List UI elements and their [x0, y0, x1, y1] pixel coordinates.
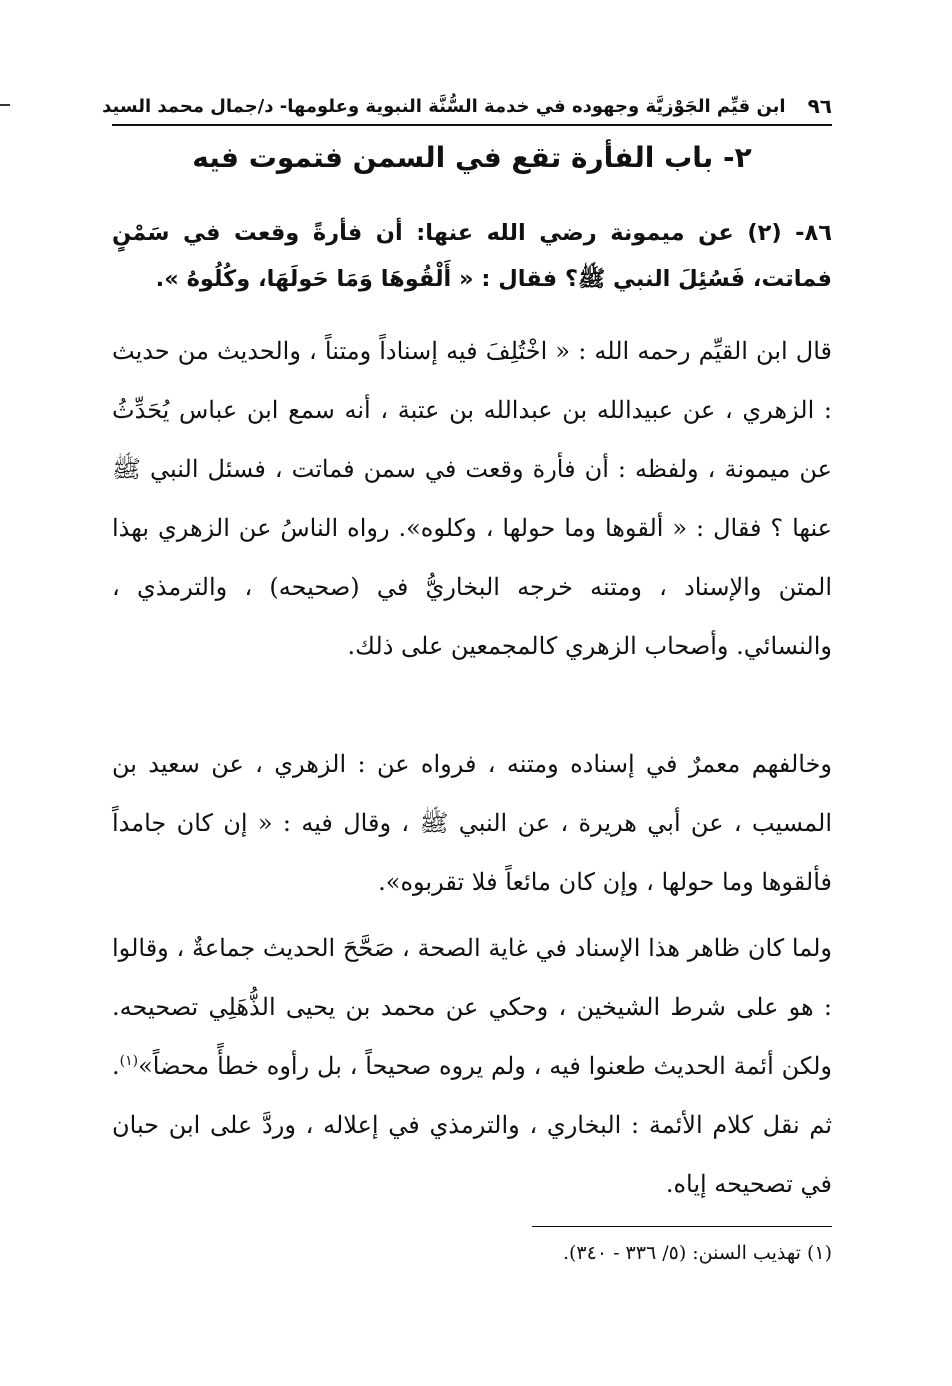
chapter-title: ٢- باب الفأرة تقع في السمن فتموت فيه [192, 141, 752, 174]
running-head [102, 88, 832, 126]
paragraph-ibn-qayyim-quote: قال ابن القيِّم رحمه الله : « اخْتُلِفَ فيه إسناداً ومتناً ، والحديث من حديث : الزهري ، عن عبيدالله بن عبدالله بن عتبة ، أنه سمع ابن عباس يُحَدِّثُ عن ميمونة ، ولفظه : أن فأرة وقعت في سمن فماتت ، فسئل النبي ﷺ عنها ؟ فقال : « ألقوها وما حولها ، وكلوه». رواه الناسُ عن الزهري بهذا المتن والإسناد ، ومتنه خرجه البخاريُّ في (صحيحه) ، والترمذي ، والنسائي. وأصحاب الزهري كالمجمعين على ذلك. [112, 337, 832, 660]
paragraph-authenticity-discussion [112, 919, 832, 1214]
paragraph-authenticity-tail: . ثم نقل كلام الأئمة : البخاري ، والترمذي في إعلاله ، وردَّ على ابن حبان في تصحيحه إياه. [112, 1052, 832, 1198]
paragraph-authenticity-main: ولما كان ظاهر هذا الإسناد في غاية الصحة ، صَحَّحَ الحديث جماعةٌ ، وقالوا : هو على شرط الشيخين ، وحكي عن محمد بن يحيى الذُّهَلِي تصحيحه. ولكن أئمة الحديث طعنوا فيه ، ولم يروه صحيحاً ، بل رأوه خطأً محضاً» [112, 934, 832, 1080]
footnote-text: (١) تهذيب السنن: (٥/ ٣٣٦ - ٣٤٠). [562, 1242, 832, 1264]
page-number: ٩٦ [807, 94, 832, 118]
footnote-divider [532, 1226, 832, 1227]
book-page [102, 78, 832, 1318]
footnote-reference[interactable]: (١) [119, 1053, 139, 1069]
hadith-text: ٨٦- (٢) عن ميمونة رضي الله عنها: أن فأرةً وقعت في سَمْنٍ فماتت، فَسُئِلَ النبي ﷺ؟ فقال : « أَلْقُوهَا وَمَا حَولَهَا، وكُلُوهُ ». [112, 220, 832, 292]
running-head-title: ابن قيِّم الجَوْزيَّة وجهوده في خدمة السُّنَّة النبوية وعلومها- د/جمال محمد السيد [102, 95, 786, 117]
paragraph-mamar-narration: وخالفهم معمرٌ في إسناده ومتنه ، فرواه عن : الزهري ، عن سعيد بن المسيب ، عن أبي هريرة ، عن النبي ﷺ ، وقال فيه : « إن كان جامداً فألقوها وما حولها ، وإن كان مائعاً فلا تقربوه». [112, 750, 832, 896]
margin-tick [0, 104, 10, 106]
